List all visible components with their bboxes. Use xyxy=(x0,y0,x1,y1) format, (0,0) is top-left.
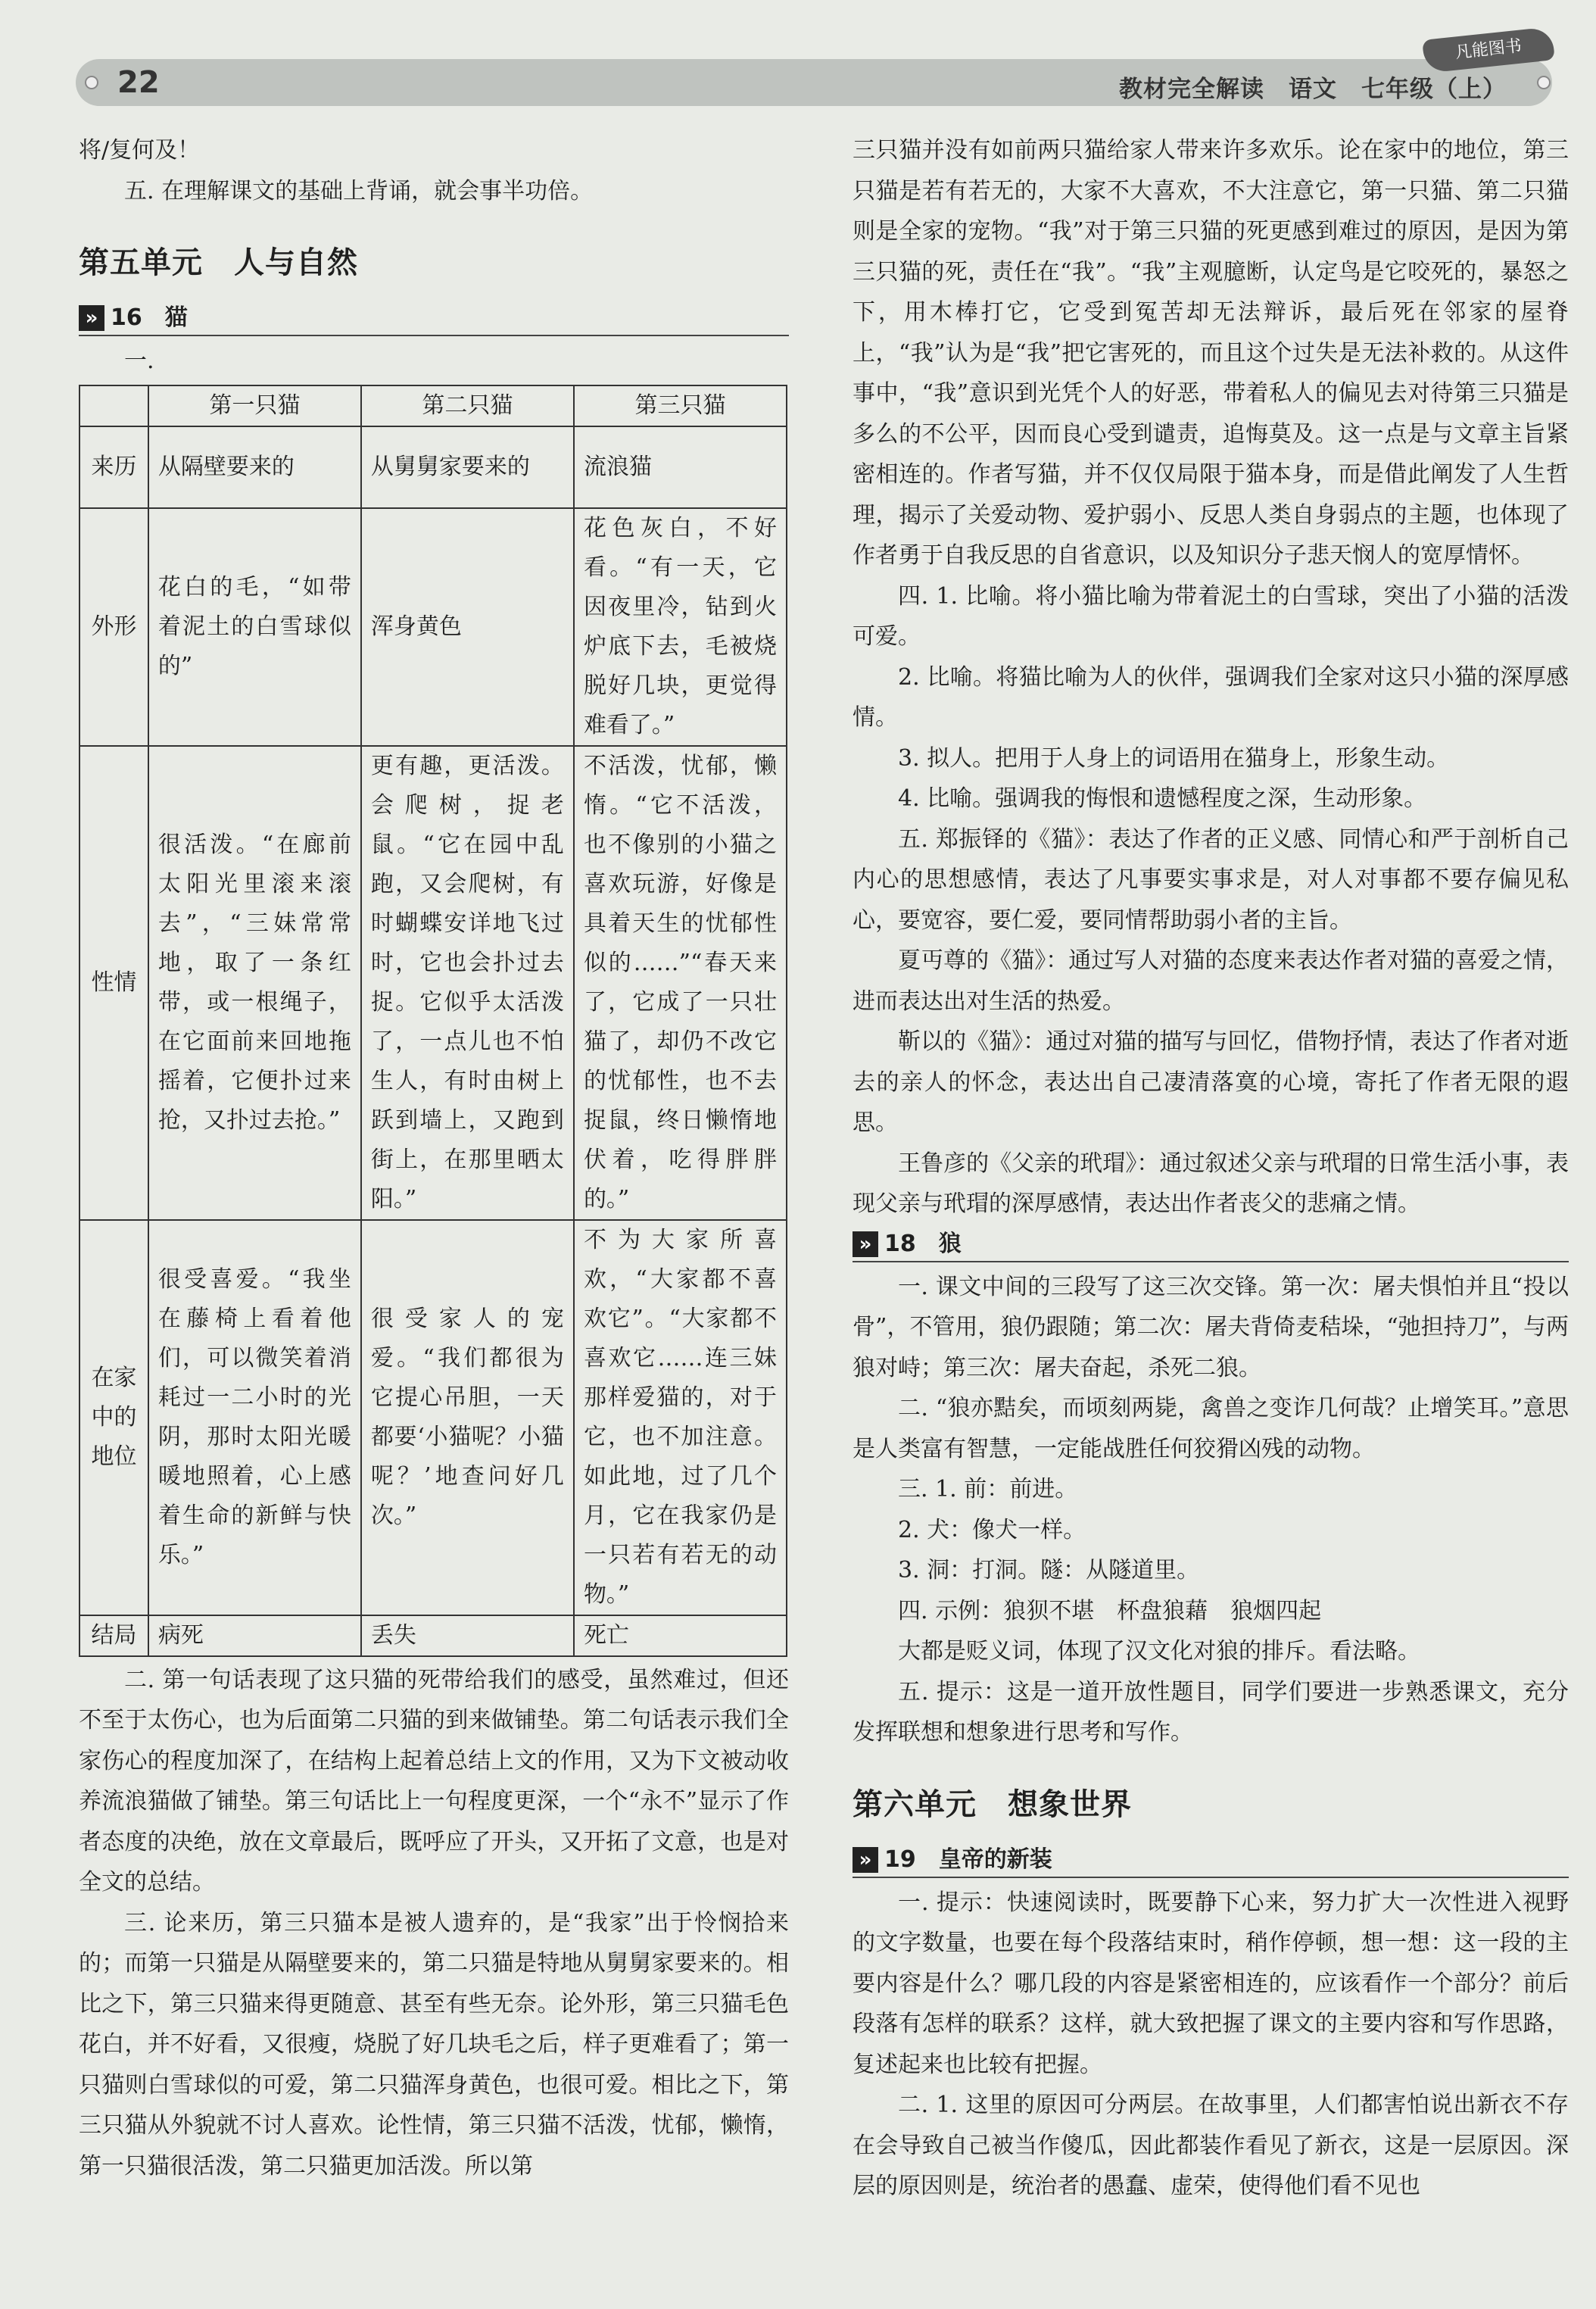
paragraph: 将/复何及！ xyxy=(79,137,201,164)
lesson-heading-16 xyxy=(79,301,789,336)
table-cell: 不为大家所喜欢，“大家都不喜欢它”。“大家都不喜欢它……连三妹那样爱猫的，对于它，也不加注意。如此地，过了几个月，它在我家仍是一只若有若无的动物。” xyxy=(574,1220,787,1615)
table-cell: 更有趣，更活泼。会爬树，捉老鼠。“它在园中乱跑，又会爬树，有时蝴蝶安详地飞过时，它也会扑过去捉。它似乎太活泼了，一点儿也不怕生人，有时由树上跃到墙上，又跑到街上，在那里晒太阳。” xyxy=(361,746,574,1220)
column-header: 第一只猫 xyxy=(148,385,361,426)
paragraph: 二. 1. 这里的原因可分两层。在故事里，人们都害怕说出新衣不存在会导致自己被当作傻瓜，因此都装作看见了新衣，这是一层原因。深层的原因则是，统治者的愚蠢、虚荣，使得他们看不见也 xyxy=(853,2092,1569,2199)
double-chevron-icon: » xyxy=(853,1847,878,1873)
paragraph: 二. 第一句话表现了这只猫的死带给我们的感受，虽然难过，但还不至于太伤心，也为后面第二只猫的到来做铺垫。第二句话表示我们全家伤心的程度加深了，在结构上起着总结上文的作用，又为下文被动收养流浪猫做了铺垫。第三句话比上一句程度更深，一个“永不”显示了作者态度的决绝，放在文章最后，既呼应了开头，又开拓了文意，也是对全文的总结。 xyxy=(79,1666,789,1896)
paragraph: 3. 拟人。把用于人身上的词语用在猫身上，形象生动。 xyxy=(898,744,1450,772)
binding-hole-left xyxy=(85,76,98,89)
table-cell: 从隔壁要来的 xyxy=(148,426,361,508)
table-cell: 很活泼。“在廊前太阳光里滚来滚去”，“三妹常常地，取了一条红带，或一根绳子，在它面前来回地拖摇着，它便扑过来抢，又扑过去抢。” xyxy=(148,746,361,1220)
paragraph: 三. 1. 前：前进。 xyxy=(898,1476,1078,1502)
paragraph: 大都是贬义词，体现了汉文化对狼的排斥。看法略。 xyxy=(898,1638,1420,1665)
row-header: 性情 xyxy=(79,746,148,1220)
paragraph: 三只猫并没有如前两只猫给家人带来许多欢乐。论在家中的地位，第三只猫是若有若无的，大家不大喜欢，不大注意它，第一只猫、第二只猫则是全家的宠物。“我”对于第三只猫的死更感到难过的原因，是因为第三只猫的死，责任在“我”。“我”主观臆断，认定鸟是它咬死的，暴怒之下，用木棒打它，它受到冤苦却无法辩诉，最后死在邻家的屋脊上，“我”认为是“我”把它害死的，而且这个过失是无法补救的。从这件事中，“我”意识到光凭个人的好恶，带着私人的偏见去对待第三只猫是多么的不公平，因而良心受到谴责，追悔莫及。这一点是与文章主旨紧密相连的。作者写猫，并不仅仅局限于猫本身，而是借此阐发了人生哲理，揭示了关爱动物、爱护弱小、反思人类自身弱点的主题，也体现了作者勇于自我反思的自省意识，以及知识分子悲天悯人的宽厚情怀。 xyxy=(853,137,1569,569)
table-cell: 不活泼，忧郁，懒惰。“它不活泼，也不像别的小猫之喜欢玩游，好像是具着天生的忧郁性似的……”“春天来了，它成了一只壮猫了，却仍不改它的忧郁性，也不去捉鼠，终日懒惰地伏着，吃得胖胖的。” xyxy=(574,746,787,1220)
paragraph: 夏丏尊的《猫》：通过写人对猫的态度来表达作者对猫的喜爱之情，进而表达出对生活的热爱。 xyxy=(853,947,1569,1015)
double-chevron-icon: » xyxy=(853,1231,878,1257)
paragraph: 2. 比喻。将猫比喻为人的伙伴，强调我们全家对这只小猫的深厚感情。 xyxy=(853,663,1569,731)
lesson-heading-19 xyxy=(853,1843,1569,1878)
table-cell: 病死 xyxy=(148,1615,361,1656)
paragraph: 3. 洞：打洞。隧：从隧道里。 xyxy=(898,1557,1200,1584)
double-chevron-icon: » xyxy=(79,305,104,331)
table-corner xyxy=(79,385,148,426)
paragraph: 三. 论来历，第三只猫本是被人遗弃的，是“我家”出于怜悯拾来的；而第一只猫是从隔壁要来的，第二只猫是特地从舅舅家要来的。相比之下，第三只猫来得更随意、甚至有些无奈。论外形，第三只猫毛色花白，并不好看，又很瘦，烧脱了好几块毛之后，样子更难看了；第一只猫则白雪球似的可爱，第二只猫浑身黄色，也很可爱。相比之下，第三只猫从外貌就不讨人喜欢。论性情，第三只猫不活泼，忧郁，懒惰，第一只猫很活泼，第二只猫更加活泼。所以第 xyxy=(79,1909,789,2180)
lesson-title: 皇帝的新装 xyxy=(938,1846,1052,1873)
left-column xyxy=(79,130,789,2186)
paragraph: 靳以的《猫》：通过对猫的描写与回忆，借物抒情，表达了作者对逝去的亲人的怀念，表达出自己凄清落寞的心境，寄托了作者无限的遐思。 xyxy=(853,1028,1569,1136)
table-cell: 很受家人的宠爱。“我们都很为它提心吊胆，一天都要‘小猫呢？小猫呢？’地查问好几次。” xyxy=(361,1220,574,1615)
table-row xyxy=(79,1220,787,1615)
table-cell: 花色灰白，不好看。“有一天，它因夜里冷，钻到火炉底下去，毛被烧脱好几块，更觉得难看了。” xyxy=(574,508,787,746)
publisher-logo: 凡能图书 xyxy=(1422,27,1555,73)
paragraph: 五. 郑振铎的《猫》：表达了作者的正义感、同情心和严于剖析自己内心的思想感情，表达了凡事要实事求是，对人对事都不要存偏见私心，要宽容，要仁爱，要同情帮助弱小者的主旨。 xyxy=(853,825,1569,934)
paragraph: 王鲁彦的《父亲的玳瑁》：通过叙述父亲与玳瑁的日常生活小事，表现父亲与玳瑁的深厚感情，表达出作者丧父的悲痛之情。 xyxy=(853,1150,1569,1217)
table-row xyxy=(79,1615,787,1656)
table-cell: 丢失 xyxy=(361,1615,574,1656)
column-header: 第二只猫 xyxy=(361,385,574,426)
page-number: 22 xyxy=(117,65,160,100)
right-column xyxy=(853,130,1569,2207)
table-cell: 从舅舅家要来的 xyxy=(361,426,574,508)
row-header: 结局 xyxy=(79,1615,148,1656)
paragraph: 4. 比喻。强调我的悔恨和遗憾程度之深，生动形象。 xyxy=(898,785,1427,812)
lesson-title: 狼 xyxy=(938,1230,962,1257)
paragraph: 一. 提示：快速阅读时，既要静下心来，努力扩大一次性进入视野的文字数量，也要在每个段落结束时，稍作停顿，想一想：这一段的主要内容是什么？哪几段的内容是紧密相连的，应该看作一个部分？前后段落有怎样的联系？这样，就大致把握了课文的主要内容和写作思路，复述起来也比较有把握。 xyxy=(853,1889,1569,2078)
paragraph: 一. xyxy=(124,348,154,374)
paragraph: 2. 犬：像犬一样。 xyxy=(898,1516,1086,1543)
lesson-heading-18 xyxy=(853,1228,1569,1262)
lesson-number: 18 xyxy=(884,1230,916,1257)
running-title: 教材完全解读 语文 七年级（上） xyxy=(1119,76,1507,103)
table-header-row xyxy=(79,385,787,426)
column-header: 第三只猫 xyxy=(574,385,787,426)
paragraph: 五. 在理解课文的基础上背诵，就会事半功倍。 xyxy=(124,177,594,204)
row-header: 在家中的地位 xyxy=(79,1220,148,1615)
row-header: 外形 xyxy=(79,508,148,746)
table-cell: 浑身黄色 xyxy=(361,508,574,746)
table-row xyxy=(79,426,787,508)
unit-heading-5: 第五单元 人与自然 xyxy=(79,245,358,280)
table-cell: 流浪猫 xyxy=(574,426,787,508)
lesson-number: 16 xyxy=(111,304,142,331)
row-header: 来历 xyxy=(79,426,148,508)
paragraph: 四. 示例：狼狈不堪 杯盘狼藉 狼烟四起 xyxy=(898,1597,1322,1624)
unit-heading-6: 第六单元 想象世界 xyxy=(853,1786,1132,1822)
table-row xyxy=(79,746,787,1220)
table-cell: 很受喜爱。“我坐在藤椅上看着他们，可以微笑着消耗过一二小时的光阴，那时太阳光暖暖地照着，心上感着生命的新鲜与快乐。” xyxy=(148,1220,361,1615)
binding-hole-right xyxy=(1537,76,1551,89)
comparison-table xyxy=(79,385,787,1657)
paragraph: 二. “狼亦黠矣，而顷刻两毙，禽兽之变诈几何哉？止增笑耳。”意思是人类富有智慧，一定能战胜任何狡猾凶残的动物。 xyxy=(853,1395,1569,1462)
table-row xyxy=(79,508,787,746)
paragraph: 一. 课文中间的三段写了这三次交锋。第一次：屠夫惧怕并且“投以骨”，不管用，狼仍跟随；第二次：屠夫背倚麦秸垛，“弛担持刀”，与两狼对峙；第三次：屠夫奋起，杀死二狼。 xyxy=(853,1273,1570,1381)
table-cell: 死亡 xyxy=(574,1615,787,1656)
lesson-title: 猫 xyxy=(164,304,188,331)
paragraph: 四. 1. 比喻。将小猫比喻为带着泥土的白雪球，突出了小猫的活泼可爱。 xyxy=(853,582,1569,650)
lesson-number: 19 xyxy=(884,1846,916,1873)
table-cell: 花白的毛，“如带着泥土的白雪球似的” xyxy=(148,508,361,746)
paragraph: 五. 提示：这是一道开放性题目，同学们要进一步熟悉课文，充分发挥联想和想象进行思考和写作。 xyxy=(853,1678,1569,1746)
